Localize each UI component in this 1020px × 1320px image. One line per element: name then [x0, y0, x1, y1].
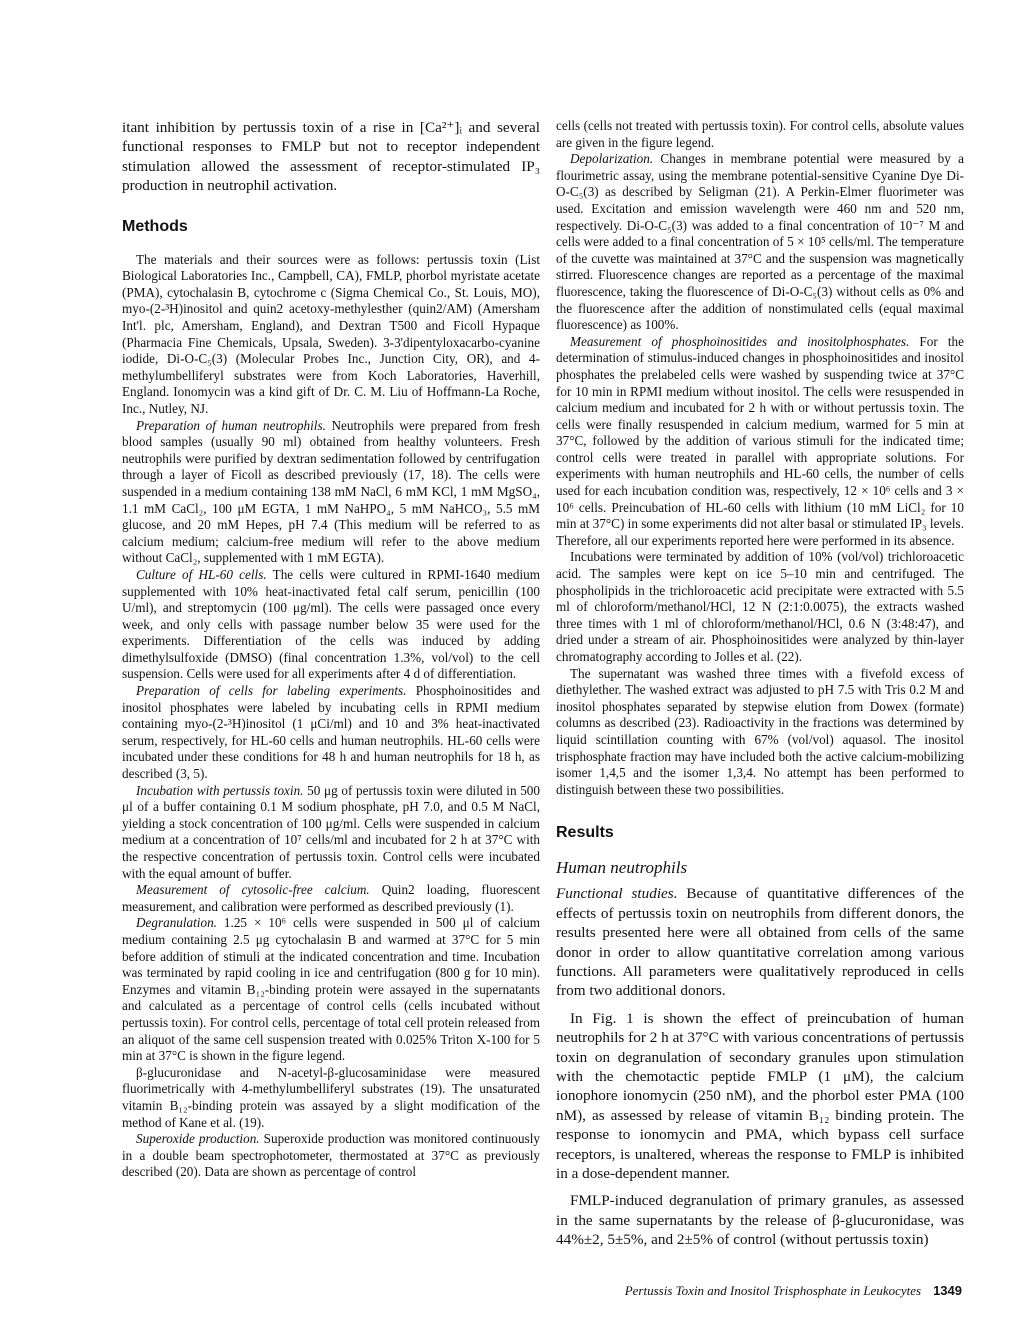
degranulation-paragraph — [122, 915, 540, 1064]
labeling-paragraph — [122, 683, 540, 783]
superoxide-title: Superoxide production. — [136, 1131, 260, 1147]
methods-heading: Methods — [122, 217, 188, 235]
depolarization-text: Changes in membrane potential were measured by a flourimetric assay, using the membrane potential-sensitive Cyanine Dye Di-O-C₅(3) as described by Seligman (21). A Perkin-Elmer fluorimeter was used. Excitation and emission wavelength were 460 nm and 520 nm, respectively. Di-O-C₅(3) was added to a final concentration of 10⁻⁷ M and cells were added to a final concentration of 5 × 10⁵ cells/ml. The temperature of the cuvette was maintained at 37°C and the suspension was magnetically stirred. Fluorescence changes are reported as a percentage of the maximal fluorescence, taking the fluorescence of Di-O-C₅(3) without cells as 0% and the fluorescence after the addition of nonstimulated cells (equal maximal fluorescence) as 100%. — [556, 151, 964, 333]
prep-neutrophils-text: Neutrophils were prepared from fresh blood samples (usually 90 ml) obtained from healthy volunteers. Fresh neutrophils were purified by dextran sedimentation followed by centrifugation through a layer of Ficoll as described previously (17, 18). The cells were suspended in a medium containing 138 mM NaCl, 6 mM KCl, 1 mM MgSO₄, 1.1 mM CaCl₂, 100 μM EGTA, 1 mM NaHPO₄, 5 mM NaHCO₃, 5.5 mM glucose, and 20 mM Hepes, pH 7.4 (This medium will be referred to as calcium medium; calcium-free medium will refer to the above medium without CaCl₂, supplemented with 1 mM EGTA). — [122, 417, 540, 566]
superoxide-text: Superoxide production was monitored continuously in a double beam spectrophotometer, thermostated at 37°C as previously described (20). Data are shown as percentage of control — [122, 1131, 540, 1180]
materials-paragraph: The materials and their sources were as follows: pertussis toxin (List Biological Laboratories Inc., Campbell, CA), FMLP, phorbol myristate acetate (PMA), cytochalasin B, cytochrome c (Sigma Chemical Co., St. Louis, MO), myo-(2-³H)inositol and quin2 acetoxy-methylesther (quin2/AM) (Amersham Int'l. plc, Amersham, England), and Dextran T500 and Ficoll Hypaque (Pharmacia Fine Chemicals, Upsala, Sweden). 3-3'dipentyloxacarbo-cyanine iodide, Di-O-C₅(3) (Molecular Probes Inc., Junction City, OR), and 4-methylumbelliferyl substrates were from Koch Laboratories, Haverhill, England. Ionomycin was a kind gift of Dr. C. M. Liu of Hoffmann-La Roche, Inc., Nutley, NJ. — [122, 251, 540, 416]
left-column — [122, 118, 540, 1181]
incubation-text: 50 μg of pertussis toxin were diluted in 500 μl of a buffer containing 0.1 M sodium phosphate, pH 7.0, and 0.5 M NaCl, yielding a stock concentration of 100 μg/ml. Cells were suspended in calcium medium at a concentration of 10⁷ cells/ml and incubated for 2 h at 37°C with the respective concentration of pertussis toxin. Control cells were incubated with the equal amount of buffer. — [122, 782, 540, 881]
continuation-paragraph: cells (cells not treated with pertussis toxin). For control cells, absolute values are given in the figure legend. — [556, 118, 964, 150]
calcium-paragraph — [122, 882, 540, 915]
depolarization-paragraph — [556, 151, 964, 334]
prep-neutrophils-title: Preparation of human neutrophils. — [136, 417, 326, 433]
supernatant-paragraph: The supernatant was washed three times with a fivefold excess of diethylether. The washed extract was adjusted to pH 7.5 with Tris 0.2 M and inositol phosphates separated by stepwise elution from Dowex (formate) columns as described (23). Radioactivity in the fractions was determined by liquid scintillation counting with 67% (vol/vol) aquasol. The inositol trisphosphate fraction may have included both the active calcium-mobilizing isomer 1,4,5 and the isomer 1,3,4. No attempt has been performed to distinguish between these two possibilities. — [556, 665, 964, 797]
results-heading: Results — [556, 824, 614, 842]
phospho-paragraph — [556, 334, 964, 550]
prep-neutrophils-paragraph — [122, 418, 540, 567]
calcium-title: Measurement of cytosolic-free calcium. — [136, 882, 370, 898]
culture-paragraph — [122, 567, 540, 683]
functional-title: Functional studies. — [556, 885, 678, 903]
functional-paragraph — [556, 884, 964, 1000]
right-column — [556, 118, 964, 1250]
degranulation-text: 1.25 × 10⁶ cells were suspended in 500 μl of calcium medium containing 2.5 μg cytochalasin B and warmed at 37°C for 5 min before addition of stimuli at the indicated concentration and time. Incubation was terminated by rapid cooling in ice and centrifugation (800 g for 10 min). Enzymes and vitamin B₁₂-binding protein were assayed in the supernatants and calculated as a percentage of control cells (cells incubated without pertussis toxin). For control cells, percentage of total cell protein released from an aliquot of the same cell suspension treated with 0.025% Triton X-100 for 5 min at 37°C is shown in the figure legend. — [122, 915, 540, 1064]
page-footer — [625, 1283, 962, 1299]
labeling-title: Preparation of cells for labeling experiments. — [136, 683, 407, 699]
degranulation-title: Degranulation. — [136, 915, 217, 931]
glucuronidase-paragraph: β-glucuronidase and N-acetyl-β-glucosaminidase were measured fluorimetrically with 4-methylumbelliferyl substrates (19). The unsaturated vitamin B₁₂-binding protein was assayed by a slight modification of the method of Kane et al. (19). — [122, 1064, 540, 1130]
incubation-title: Incubation with pertussis toxin. — [136, 782, 304, 798]
labeling-text: Phosphoinositides and inositol phosphates were labeled by incubating cells in RPMI medium containing myo-(2-³H)inositol (1 μCi/ml) and 10 and 3% heat-inactivated serum, respectively, for HL-60 cells and human neutrophils. HL-60 cells were incubated under these conditions for 48 h and human neutrophils for 18 h, as described (3, 5). — [122, 683, 541, 782]
phospho-title: Measurement of phosphoinositides and inositolphosphates. — [570, 333, 910, 349]
superoxide-paragraph — [122, 1131, 540, 1181]
culture-title: Culture of HL-60 cells. — [136, 566, 267, 582]
intro-paragraph: itant inhibition by pertussis toxin of a rise in [Ca²⁺]ᵢ and several functional responses to FMLP but not to receptor independent stimulation allowed the assessment of receptor-stimulated IP₃ production in neutrophil activation. — [122, 119, 540, 195]
incubations-paragraph: Incubations were terminated by addition of 10% (vol/vol) trichloroacetic acid. The samples were kept on ice 5–10 min and centrifuged. The phospholipids in the trichloroacetic acid precipitate were extracted with 5.5 ml of chloroform/methanol/HCl, 12 N (2:1:0.0075), the extracts washed three times with 1 ml of chloroform/methanol/HCl, 0.6 N (3:48:47), and dried under a stream of air. Phosphoinositides were analyzed by thin-layer chromatography according to Jolles et al. (22). — [556, 549, 964, 664]
culture-text: The cells were cultured in RPMI-1640 medium supplemented with 10% heat-inactivated fetal calf serum, penicillin (100 U/ml), and streptomycin (100 μg/ml). The cells were passaged once every week, and only cells with passage number below 35 were used for the experiments. Differentiation of the cells was induced by adding dimethylsulfoxide (DMSO) (final concentration 1.3%, vol/vol) to the cell suspension. Cells were used for all experiments after 4 d of differentiation. — [122, 566, 540, 682]
running-title: Pertussis Toxin and Inositol Trisphosphate in Leukocytes — [624, 1283, 922, 1298]
phospho-text: For the determination of stimulus-induced changes in phosphoinositides and inositol phosphates the prelabeled cells were washed by suspending twice at 37°C for 10 min in RPMI medium without inositol. The cells were resuspended in calcium medium and incubated for 2 h with or without pertussis toxin. The cells were finally resuspended in calcium medium, warmed for 5 min at 37°C, followed by the addition of various stimuli for the indicated time; control cells were treated in parallel with appropriate solutions. For experiments with human neutrophils and HL-60 cells, the number of cells used for each incubation condition was, respectively, 12 × 10⁶ cells and 3 × 10⁶ cells. Preincubation of HL-60 cells with lithium (10 mM LiCl₂ for 10 min at 37°C) in some experiments did not alter basal or stimulated IP₃ levels. Therefore, all our experiments reported here were performed in its absence. — [556, 333, 964, 548]
functional-text: Because of quantitative differences of the effects of pertussis toxin on neutrophils from different donors, the results presented here were all obtained from cells of the same donor in order to allow quantitative correlation among various functions. All parameters were qualitatively reproduced in cells from two additional donors. — [556, 885, 964, 1000]
fig1-paragraph: In Fig. 1 is shown the effect of preincubation of human neutrophils for 2 h at 37°C with various concentrations of pertussis toxin on degranulation of secondary granules upon stimulation with the chemotactic peptide FMLP (1 μM), the calcium ionophore ionomycin (250 nM), and the phorbol ester PMA (100 nM), as assessed by release of vitamin B₁₂ binding protein. The response to ionomycin and PMA, which bypass cell surface receptors, is unaltered, whereas the response to FMLP is inhibited in a dose-dependent manner. — [556, 1009, 964, 1183]
incubation-paragraph — [122, 783, 540, 883]
fmlp-paragraph: FMLP-induced degranulation of primary granules, as assessed in the same supernatants by the release of β-glucuronidase, was 44%±2, 5±5%, and 2±5% of control (without pertussis toxin) — [556, 1192, 964, 1249]
page-number: 1349 — [933, 1283, 962, 1298]
depolarization-title: Depolarization. — [570, 151, 654, 167]
human-neutrophils-subheading: Human neutrophils — [556, 858, 688, 878]
calcium-text: Quin2 loading, fluorescent measurement, and calibration were performed as described previously (1). — [122, 882, 540, 914]
